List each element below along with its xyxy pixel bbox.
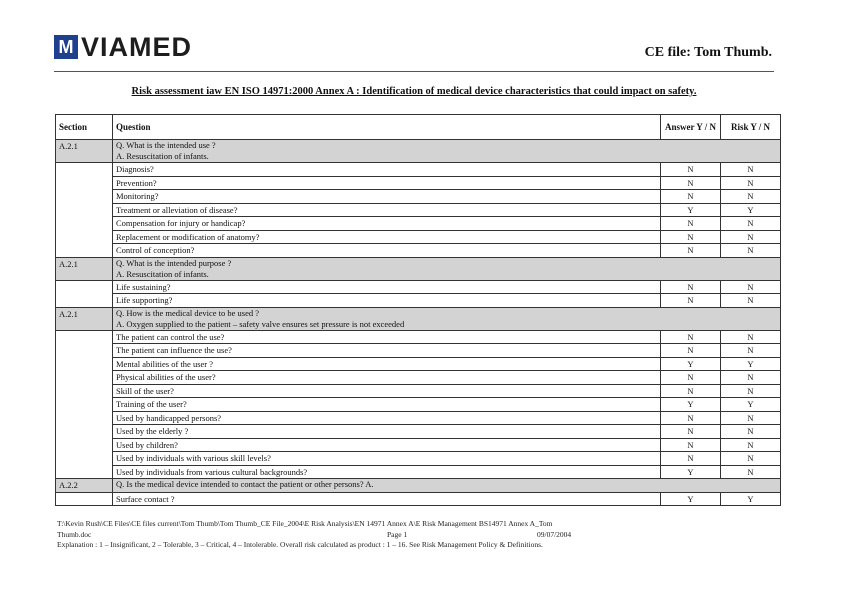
section-spacer-cell (56, 492, 113, 506)
answer-value: Y (661, 492, 721, 506)
group-question: Q. What is the intended use ? (116, 140, 216, 150)
table-header-row (56, 115, 781, 140)
risk-value: Y (721, 492, 781, 506)
logo-letter: M (58, 37, 74, 57)
answer-value: Y (661, 398, 721, 412)
risk-value: Y (721, 398, 781, 412)
table-row (56, 371, 781, 385)
question-text: Mental abilities of the user ? (113, 357, 661, 371)
risk-assessment-table (55, 114, 781, 506)
risk-value: N (721, 230, 781, 244)
risk-value: N (721, 344, 781, 358)
answer-value: N (661, 438, 721, 452)
table-row (56, 244, 781, 258)
section-number: A.2.1 (56, 307, 113, 330)
section-spacer-cell (56, 163, 113, 258)
question-text: Skill of the user? (113, 384, 661, 398)
risk-value: N (721, 244, 781, 258)
risk-value: N (721, 371, 781, 385)
answer-value: N (661, 425, 721, 439)
risk-value: N (721, 294, 781, 308)
risk-value: N (721, 438, 781, 452)
question-text: The patient can control the use? (113, 330, 661, 344)
table-row (56, 176, 781, 190)
question-text: Life supporting? (113, 294, 661, 308)
group-question-cell (113, 257, 781, 280)
section-number: A.2.1 (56, 140, 113, 163)
table-row (56, 465, 781, 479)
answer-value: N (661, 280, 721, 294)
risk-value: Y (721, 203, 781, 217)
table-row (56, 411, 781, 425)
answer-value: N (661, 176, 721, 190)
group-answer: A. Oxygen supplied to the patient – safety valve ensures set pressure is not exceeded (116, 318, 405, 329)
risk-value: Y (721, 357, 781, 371)
risk-header: Risk Y / N (721, 115, 781, 140)
logo-mark-icon (54, 35, 78, 59)
table-row (56, 330, 781, 344)
risk-value: N (721, 163, 781, 177)
footer-filename: Thumb.doc (57, 529, 92, 539)
group-answer: A. Resuscitation of infants. (116, 268, 209, 279)
question-text: Used by individuals from various cultural backgrounds? (113, 465, 661, 479)
question-group-row (56, 479, 781, 493)
question-text: Compensation for injury or handicap? (113, 217, 661, 231)
answer-value: N (661, 330, 721, 344)
question-text: Used by individuals with various skill levels? (113, 452, 661, 466)
question-text: Life sustaining? (113, 280, 661, 294)
answer-value: N (661, 371, 721, 385)
answer-value: Y (661, 203, 721, 217)
header-divider (54, 71, 774, 72)
table-row (56, 425, 781, 439)
answer-header: Answer Y / N (661, 115, 721, 140)
table-row (56, 294, 781, 308)
table-row (56, 217, 781, 231)
section-spacer-cell (56, 280, 113, 307)
risk-value: N (721, 280, 781, 294)
answer-value: N (661, 452, 721, 466)
footer-file-path: T:\Kevin Rush\CE Files\CE files current\Tom Thumb\Tom Thumb_CE File_2004\E Risk Analysis\EN 14971 Annex A\E Risk Management BS14971 Annex A_Tom (57, 519, 553, 528)
question-text: Used by the elderly ? (113, 425, 661, 439)
footer-page-number: Page 1 (387, 529, 408, 539)
question-text: Used by handicapped persons? (113, 411, 661, 425)
answer-value: N (661, 163, 721, 177)
question-text: Monitoring? (113, 190, 661, 204)
answer-value: N (661, 190, 721, 204)
table-row (56, 203, 781, 217)
table-row (56, 438, 781, 452)
table-row (56, 384, 781, 398)
answer-value: N (661, 411, 721, 425)
group-answer: A. Resuscitation of infants. (116, 151, 209, 161)
answer-value: N (661, 384, 721, 398)
table-row (56, 492, 781, 506)
section-header: Section (56, 115, 113, 140)
question-text: Used by children? (113, 438, 661, 452)
footer-date: 09/07/2004 (537, 529, 572, 539)
question-group-row (56, 140, 781, 163)
document-title: Risk assessment iaw EN ISO 14971:2000 Annex A : Identification of medical device characteristics that could impact on safety. (131, 86, 697, 97)
table-row (56, 230, 781, 244)
question-group-row (56, 307, 781, 330)
table-row (56, 190, 781, 204)
group-question-cell (113, 140, 781, 163)
table-row (56, 452, 781, 466)
risk-value: N (721, 330, 781, 344)
answer-value: N (661, 294, 721, 308)
risk-value: N (721, 411, 781, 425)
table-row (56, 280, 781, 294)
risk-value: N (721, 452, 781, 466)
section-spacer-cell (56, 330, 113, 479)
table-row (56, 344, 781, 358)
group-question-cell (113, 479, 781, 493)
viamed-logo (54, 34, 192, 60)
question-text: Prevention? (113, 176, 661, 190)
question-text: Replacement or modification of anatomy? (113, 230, 661, 244)
table-row (56, 357, 781, 371)
answer-value: N (661, 230, 721, 244)
risk-value: N (721, 425, 781, 439)
answer-value: Y (661, 465, 721, 479)
question-text: Diagnosis? (113, 163, 661, 177)
question-text: The patient can influence the use? (113, 344, 661, 358)
group-question: Q. How is the medical device to be used ? (116, 307, 260, 318)
question-text: Physical abilities of the user? (113, 371, 661, 385)
question-text: Treatment or alleviation of disease? (113, 203, 661, 217)
table-row (56, 398, 781, 412)
question-header: Question (113, 115, 661, 140)
ce-file-title: CE file: Tom Thumb. (644, 45, 772, 60)
question-text: Surface contact ? (113, 492, 661, 506)
group-question-cell (113, 307, 781, 330)
answer-value: Y (661, 357, 721, 371)
risk-value: N (721, 176, 781, 190)
table-row (56, 163, 781, 177)
group-question: Q. Is the medical device intended to contact the patient or other persons? A. (116, 479, 374, 489)
answer-value: N (661, 244, 721, 258)
question-group-row (56, 257, 781, 280)
section-number: A.2.2 (56, 479, 113, 493)
group-question: Q. What is the intended purpose ? (116, 257, 232, 268)
risk-value: N (721, 217, 781, 231)
section-number: A.2.1 (56, 257, 113, 280)
risk-value: N (721, 384, 781, 398)
question-text: Training of the user? (113, 398, 661, 412)
answer-value: N (661, 344, 721, 358)
question-text: Control of conception? (113, 244, 661, 258)
answer-value: N (661, 217, 721, 231)
risk-value: N (721, 190, 781, 204)
logo-text: VIAMED (81, 32, 193, 62)
page-footer (57, 519, 777, 551)
risk-value: N (721, 465, 781, 479)
footer-explanation: Explanation : 1 – Insignificant, 2 – Tolerable, 3 – Critical, 4 – Intolerable. Overall risk calculated as product : 1 – 16. See Risk Management Policy & Definitions. (57, 540, 543, 549)
